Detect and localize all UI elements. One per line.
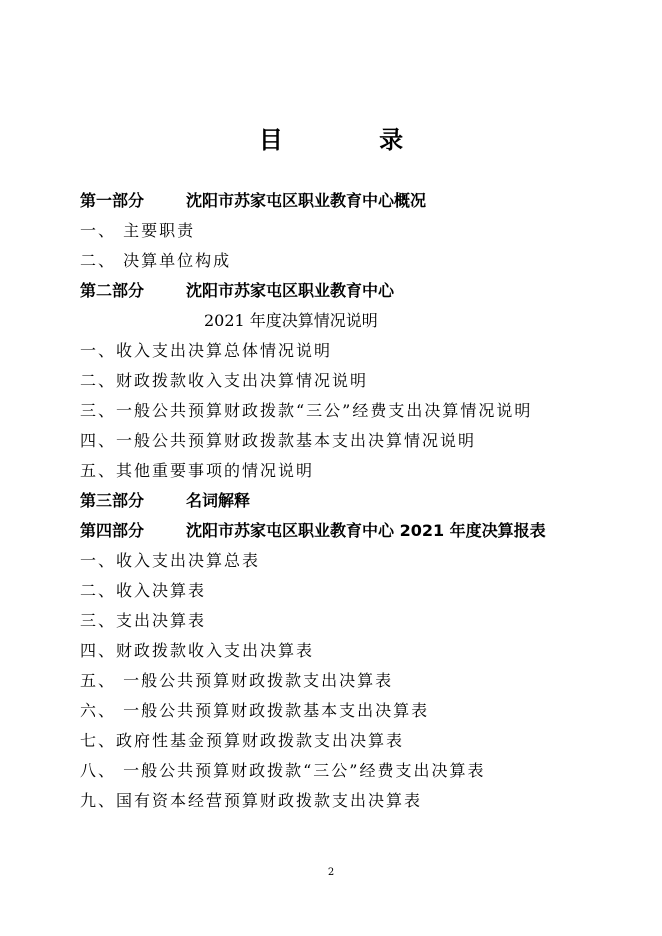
toc-part-4-title: 沈阳市苏家屯区职业教育中心 2021 年度决算报表 — [186, 521, 546, 540]
table-of-contents — [80, 186, 640, 816]
page-title: 目 录 — [258, 126, 448, 154]
toc-part-4-label: 第四部分 — [80, 521, 145, 540]
toc-part-3-title: 名词解释 — [186, 491, 251, 510]
toc-part-1-label: 第一部分 — [80, 191, 145, 210]
toc-part-2-title: 沈阳市苏家屯区职业教育中心 — [186, 281, 395, 300]
toc-part-4-item-2[interactable]: 二、收入决算表 — [80, 581, 207, 600]
toc-part-4-item-6[interactable]: 六、 一般公共预算财政拨款基本支出决算表 — [80, 701, 430, 720]
toc-part-4[interactable] — [80, 516, 640, 546]
toc-part-2-item-5[interactable]: 五、其他重要事项的情况说明 — [80, 461, 315, 480]
toc-part-2[interactable] — [80, 276, 640, 306]
toc-part-2-subtitle-row — [80, 306, 640, 336]
toc-part-1-item-2[interactable]: 二、 决算单位构成 — [80, 251, 232, 270]
toc-part-4-item-7[interactable]: 七、政府性基金预算财政拨款支出决算表 — [80, 731, 405, 750]
toc-part-4-item-1[interactable]: 一、收入支出决算总表 — [80, 551, 261, 570]
toc-part-4-item-4[interactable]: 四、财政拨款收入支出决算表 — [80, 641, 315, 660]
toc-part-1-title: 沈阳市苏家屯区职业教育中心概况 — [186, 191, 427, 210]
toc-part-4-item-8[interactable]: 八、 一般公共预算财政拨款“三公”经费支出决算表 — [80, 761, 486, 780]
toc-part-2-subtitle: 2021 年度决算情况说明 — [204, 311, 378, 330]
page-number: 2 — [327, 867, 335, 878]
toc-part-2-item-4[interactable]: 四、一般公共预算财政拨款基本支出决算情况说明 — [80, 431, 477, 450]
toc-part-2-item-2[interactable]: 二、财政拨款收入支出决算情况说明 — [80, 371, 369, 390]
toc-part-2-label: 第二部分 — [80, 281, 145, 300]
toc-part-4-item-9[interactable]: 九、国有资本经营预算财政拨款支出决算表 — [80, 791, 423, 810]
toc-part-1[interactable] — [80, 186, 640, 216]
toc-part-3[interactable] — [80, 486, 640, 516]
toc-part-4-item-3[interactable]: 三、支出决算表 — [80, 611, 207, 630]
toc-part-2-item-3[interactable]: 三、一般公共预算财政拨款“三公”经费支出决算情况说明 — [80, 401, 533, 420]
toc-part-1-item-1[interactable]: 一、 主要职责 — [80, 221, 196, 240]
toc-part-4-item-5[interactable]: 五、 一般公共预算财政拨款支出决算表 — [80, 671, 394, 690]
toc-part-3-label: 第三部分 — [80, 491, 145, 510]
toc-part-2-item-1[interactable]: 一、收入支出决算总体情况说明 — [80, 341, 333, 360]
